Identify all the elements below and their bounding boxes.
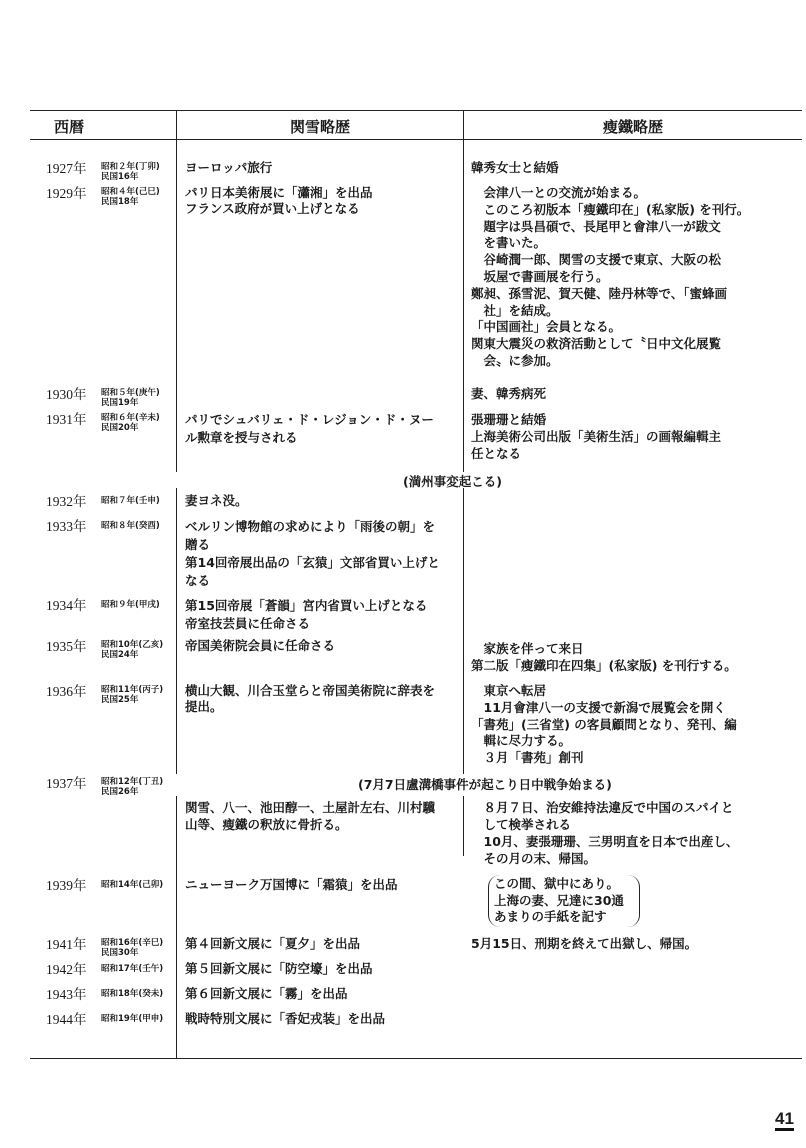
- soutetsu-cell: 韓秀女士と結婚: [471, 160, 559, 175]
- kansetsu-cell: 関雪、八一、池田醇一、土屋計左右、川村驥 山等、瘦鐵の釈放に骨折る。: [185, 800, 436, 832]
- year-cell: 1933年: [46, 519, 87, 534]
- kansetsu-cell: ベルリン博物館の求めにより「雨後の朝」を 贈る 第14回帝展出品の「玄猿」文部省買い上げと なる: [185, 519, 440, 588]
- col-divider-2: [463, 110, 464, 472]
- header-year: 西暦: [53, 118, 84, 136]
- era-cell: 昭和16年(辛巳) 民国30年: [101, 938, 164, 958]
- header-kansetsu: 関雪略歴: [289, 118, 350, 136]
- year-cell: 1934年: [46, 598, 87, 613]
- col-divider-1: [176, 110, 177, 472]
- era-cell: 昭和７年(壬申): [101, 496, 160, 506]
- year-cell: 1941年: [46, 937, 87, 952]
- table-bottom-rule: [30, 1058, 802, 1059]
- soutetsu-cell: ８月７日、治安維持法違反で中国のスパイと して検挙される 10月、妻張珊珊、三男明直を日本で出産し、 その月の末、帰国。: [471, 800, 739, 866]
- era-cell: 昭和５年(庚午) 民国19年: [101, 388, 160, 408]
- kansetsu-cell: 戦時特別文展に「香妃戎装」を出品: [185, 1011, 386, 1026]
- era-cell: 昭和11年(丙子) 民国25年: [101, 685, 164, 705]
- era-cell: 昭和８年(癸酉): [101, 521, 160, 531]
- table-top-rule: [30, 110, 802, 111]
- col-divider-1c: [176, 796, 177, 1058]
- col-divider-2b: [463, 488, 464, 774]
- soutetsu-cell: 張珊珊と結婚 上海美術公司出版「美術生活」の画報編輯主 任となる: [471, 412, 722, 461]
- era-cell: 昭和６年(辛未) 民国20年: [101, 413, 160, 433]
- header-bottom-rule: [30, 139, 802, 140]
- era-cell: 昭和14年(己卯): [101, 880, 164, 890]
- year-cell: 1932年: [46, 494, 87, 509]
- soutetsu-cell: 家族を伴って来日 第二版「瘦鐵印在四集」(私家版) を刊行する。: [471, 641, 737, 673]
- kansetsu-cell: ニューヨーク万国博に「霜猿」を出品: [185, 877, 398, 892]
- kansetsu-cell: ヨーロッパ旅行: [185, 160, 273, 175]
- soutetsu-cell: 会津八一との交流が始まる。 このころ初版本「瘦鐵印在」(私家版) を刊行。 題字は呉昌碩で、長尾甲と會津八一が跋文 を書いた。 谷崎潤一郎、関雪の支援で東京、大阪の松 坂屋で書画展を行う。 鄭昶、孫雪泥、賀天健、陸丹林等で、「蜜蜂画 社」を結成。 「中国画社」会員となる。 関東大震災の救済活動として〝日中文化展覧 会〟に参加。: [471, 185, 750, 368]
- era-cell: 昭和18年(癸未): [101, 989, 164, 999]
- soutetsu-cell: 妻、韓秀病死: [471, 386, 547, 401]
- era-cell: 昭和19年(甲申): [101, 1014, 164, 1024]
- soutetsu-cell: 5月15日、刑期を終えて出獄し、帰国。: [471, 936, 698, 951]
- header-soutetsu: 瘦鐵略歴: [602, 118, 663, 136]
- era-cell: 昭和２年(丁卯) 民国16年: [101, 162, 160, 182]
- era-cell: 昭和４年(己巳) 民国18年: [101, 187, 160, 207]
- kansetsu-cell: パリでシュバリェ・ド・レジョン・ド・ヌー ル勲章を授与される: [185, 412, 434, 445]
- soutetsu-cell: 東京へ転居 11月會津八一の支援で新潟で展覧会を開く 「書苑」(三省堂) の客員顧問となり、発刊、編 輯に尽力する。 ３月「書苑」創刊: [471, 683, 737, 766]
- year-cell: 1943年: [46, 987, 87, 1002]
- kansetsu-cell: パリ日本美術展に「瀟湘」を出品 フランス政府が買い上げとなる: [185, 185, 373, 216]
- col-divider-1b: [176, 488, 177, 774]
- era-cell: 昭和９年(甲戌): [101, 600, 160, 610]
- historical-event-sino-war: (7月7日盧溝橋事件が起こり日中戦争始まる): [358, 777, 612, 792]
- kansetsu-cell: 第４回新文展に「夏夕」を出品: [185, 936, 361, 951]
- historical-event-manchuria: (満州事変起こる): [403, 474, 502, 489]
- year-cell: 1930年: [46, 387, 87, 402]
- era-cell: 昭和12年(丁丑) 民国26年: [101, 777, 164, 797]
- prison-note: この間、獄中にあり。 上海の妻、兄達に30通 あまりの手紙を記す: [494, 876, 624, 924]
- year-cell: 1935年: [46, 639, 87, 654]
- kansetsu-cell: 第５回新文展に「防空壕」を出品: [185, 961, 373, 976]
- kansetsu-cell: 妻ヨネ没。: [185, 493, 248, 508]
- kansetsu-cell: 横山大観、川合玉堂らと帝国美術院に辞表を 提出。: [185, 683, 436, 714]
- kansetsu-cell: 第６回新文展に「霧」を出品: [185, 986, 348, 1001]
- era-cell: 昭和17年(壬午): [101, 964, 164, 974]
- year-cell: 1936年: [46, 684, 87, 699]
- year-cell: 1944年: [46, 1012, 87, 1027]
- era-cell: 昭和10年(乙亥) 民国24年: [101, 640, 164, 660]
- year-cell: 1937年: [46, 776, 87, 791]
- kansetsu-cell: 帝国美術院会員に任命さる: [185, 638, 336, 653]
- year-cell: 1929年: [46, 186, 87, 201]
- year-cell: 1931年: [46, 412, 87, 427]
- page-number: 41: [775, 1110, 794, 1131]
- year-cell: 1939年: [46, 878, 87, 893]
- col-divider-2c: [463, 796, 464, 856]
- year-cell: 1927年: [46, 161, 87, 176]
- kansetsu-cell: 第15回帝展「蒼韻」宮内省買い上げとなる 帝室技芸員に任命さる: [185, 598, 428, 631]
- year-cell: 1942年: [46, 962, 87, 977]
